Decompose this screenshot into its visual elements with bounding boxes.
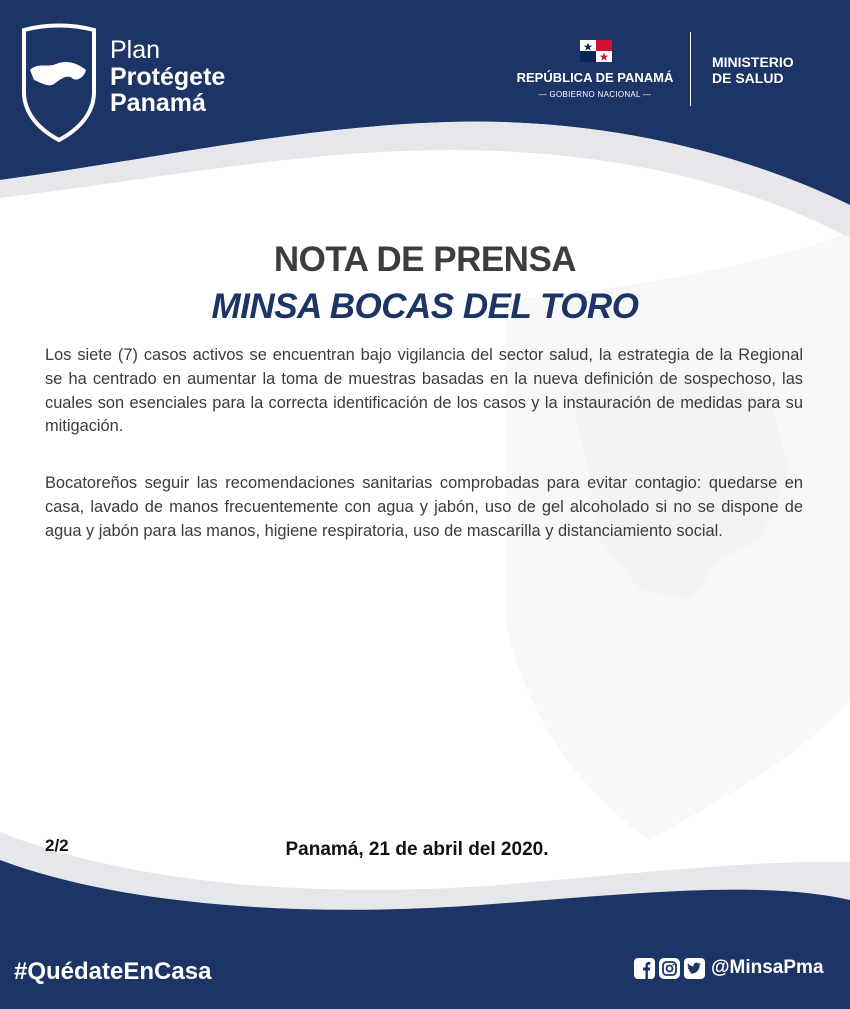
ministry-label [712, 54, 794, 86]
page-subtitle: MINSA BOCAS DEL TORO [211, 287, 639, 326]
ministry-line2: DE SALUD [712, 70, 784, 87]
twitter-icon[interactable] [684, 958, 705, 979]
panama-flag-icon [580, 40, 612, 62]
social-handle[interactable]: @MinsaPma [711, 957, 824, 978]
page-title: NOTA DE PRENSA [273, 240, 577, 279]
facebook-icon[interactable] [634, 958, 655, 979]
brand-line-plan: Plan [110, 36, 161, 64]
shield-logo-icon [16, 22, 102, 144]
body-paragraph: Los siete (7) casos activos se encuentran bajo vigilancia del sector salud, la estrategia de la Regional se ha centrado en aumentar la toma de muestras basadas en la nueva definición de sospechoso, las cuales son esenciales para la correcta identificación de los casos y la instauración de medidas para su mitigación. [45, 346, 803, 436]
social-links [634, 956, 824, 980]
government-subtitle: GOBIERNO NACIONAL [549, 90, 641, 99]
ministry-line1: MINISTERIO [712, 54, 794, 70]
instagram-icon[interactable] [659, 958, 680, 979]
page-number: 2/2 [45, 836, 69, 855]
plan-protegete-brand [110, 38, 225, 116]
government-subtitle-row: — GOBIERNO NACIONAL — [538, 90, 652, 99]
republic-title: REPÚBLICA DE PANAMÁ [516, 70, 674, 85]
release-date: Panamá, 21 de abril del 2020. [285, 839, 549, 860]
brand-line-panama: Panamá [110, 89, 206, 117]
brand-line-protegete: Protégete [110, 63, 226, 91]
hashtag-quedate-en-casa: #QuédateEnCasa [14, 958, 212, 985]
body-paragraph: Bocatoreños seguir las recomendaciones sanitarias comprobadas para evitar contagio: quedarse en casa, lavado de manos frecuentemente con agua y jabón, uso de gel alcoholado si no se dispone de agua y jabón para las manos, higiene respiratoria, uso de mascarilla y distanciamiento social. [45, 474, 803, 540]
header-divider [690, 32, 691, 106]
